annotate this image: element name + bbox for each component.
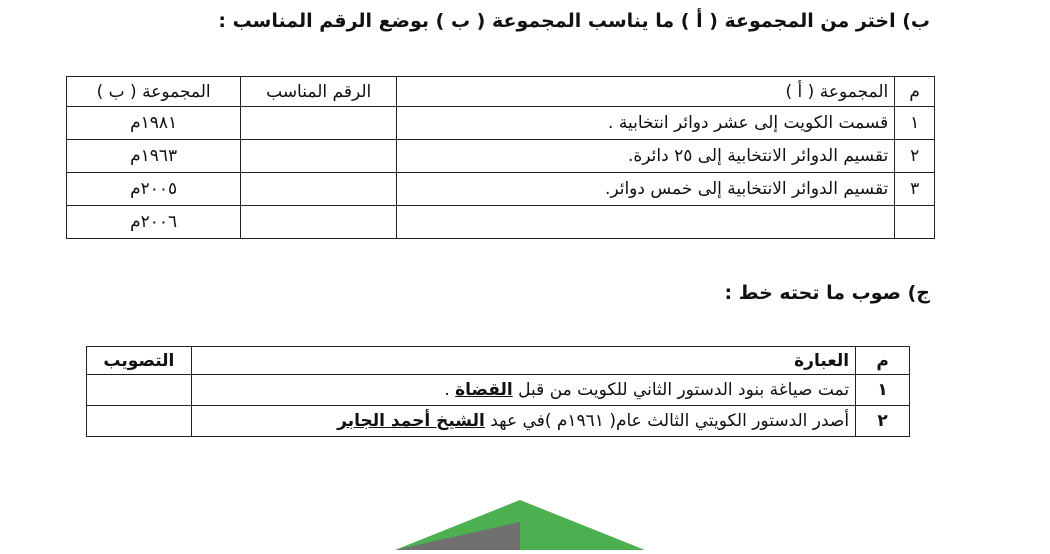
statement-cell bbox=[191, 406, 855, 437]
row-num: ٢ bbox=[856, 406, 910, 437]
header-group-a: المجموعة ( أ ) bbox=[397, 77, 895, 107]
table-row bbox=[67, 206, 935, 239]
header-group-b: المجموعة ( ب ) bbox=[67, 77, 241, 107]
header-num: م bbox=[856, 347, 910, 375]
table-header-row bbox=[67, 77, 935, 107]
group-b-cell: ١٩٨١م bbox=[67, 107, 241, 140]
row-num bbox=[895, 206, 935, 239]
table-row bbox=[87, 406, 910, 437]
group-a-cell bbox=[397, 206, 895, 239]
table-row bbox=[67, 107, 935, 140]
header-correction: التصويب bbox=[87, 347, 192, 375]
row-num: ٣ bbox=[895, 173, 935, 206]
row-num: ٢ bbox=[895, 140, 935, 173]
correction-answer-cell[interactable] bbox=[87, 375, 192, 406]
group-b-cell: ١٩٦٣م bbox=[67, 140, 241, 173]
row-num: ١ bbox=[895, 107, 935, 140]
group-a-cell: تقسيم الدوائر الانتخابية إلى ٢٥ دائرة. bbox=[397, 140, 895, 173]
group-b-cell: ٢٠٠٥م bbox=[67, 173, 241, 206]
match-answer-cell[interactable] bbox=[241, 173, 397, 206]
correction-table bbox=[86, 346, 910, 437]
table-row bbox=[87, 375, 910, 406]
table-header-row bbox=[87, 347, 910, 375]
statement-text: تمت صياغة بنود الدستور الثاني للكويت من قبل bbox=[512, 380, 850, 400]
underlined-term: القضاة bbox=[455, 380, 513, 400]
statement-text: أصدر الدستور الكويتي الثالث عام( ١٩٦١م )في عهد bbox=[484, 411, 850, 431]
match-answer-cell[interactable] bbox=[241, 206, 397, 239]
logo-graphic bbox=[395, 500, 645, 550]
header-statement: العبارة bbox=[191, 347, 855, 375]
group-b-cell: ٢٠٠٦م bbox=[67, 206, 241, 239]
match-answer-cell[interactable] bbox=[241, 107, 397, 140]
statement-cell bbox=[191, 375, 855, 406]
underlined-term: الشيخ أحمد الجابر bbox=[337, 411, 485, 431]
table-row bbox=[67, 173, 935, 206]
group-a-cell: قسمت الكويت إلى عشر دوائر انتخابية . bbox=[397, 107, 895, 140]
table-row bbox=[67, 140, 935, 173]
matching-table bbox=[66, 76, 935, 239]
header-match-number: الرقم المناسب bbox=[241, 77, 397, 107]
row-num: ١ bbox=[856, 375, 910, 406]
section-b-heading: ب) اختر من المجموعة ( أ ) ما يناسب المجموعة ( ب ) بوضع الرقم المناسب : bbox=[218, 10, 930, 32]
correction-answer-cell[interactable] bbox=[87, 406, 192, 437]
header-num: م bbox=[895, 77, 935, 107]
match-answer-cell[interactable] bbox=[241, 140, 397, 173]
group-a-cell: تقسيم الدوائر الانتخابية إلى خمس دوائر. bbox=[397, 173, 895, 206]
statement-end: . bbox=[444, 380, 456, 400]
section-c-heading: ج) صوب ما تحته خط : bbox=[724, 282, 930, 304]
